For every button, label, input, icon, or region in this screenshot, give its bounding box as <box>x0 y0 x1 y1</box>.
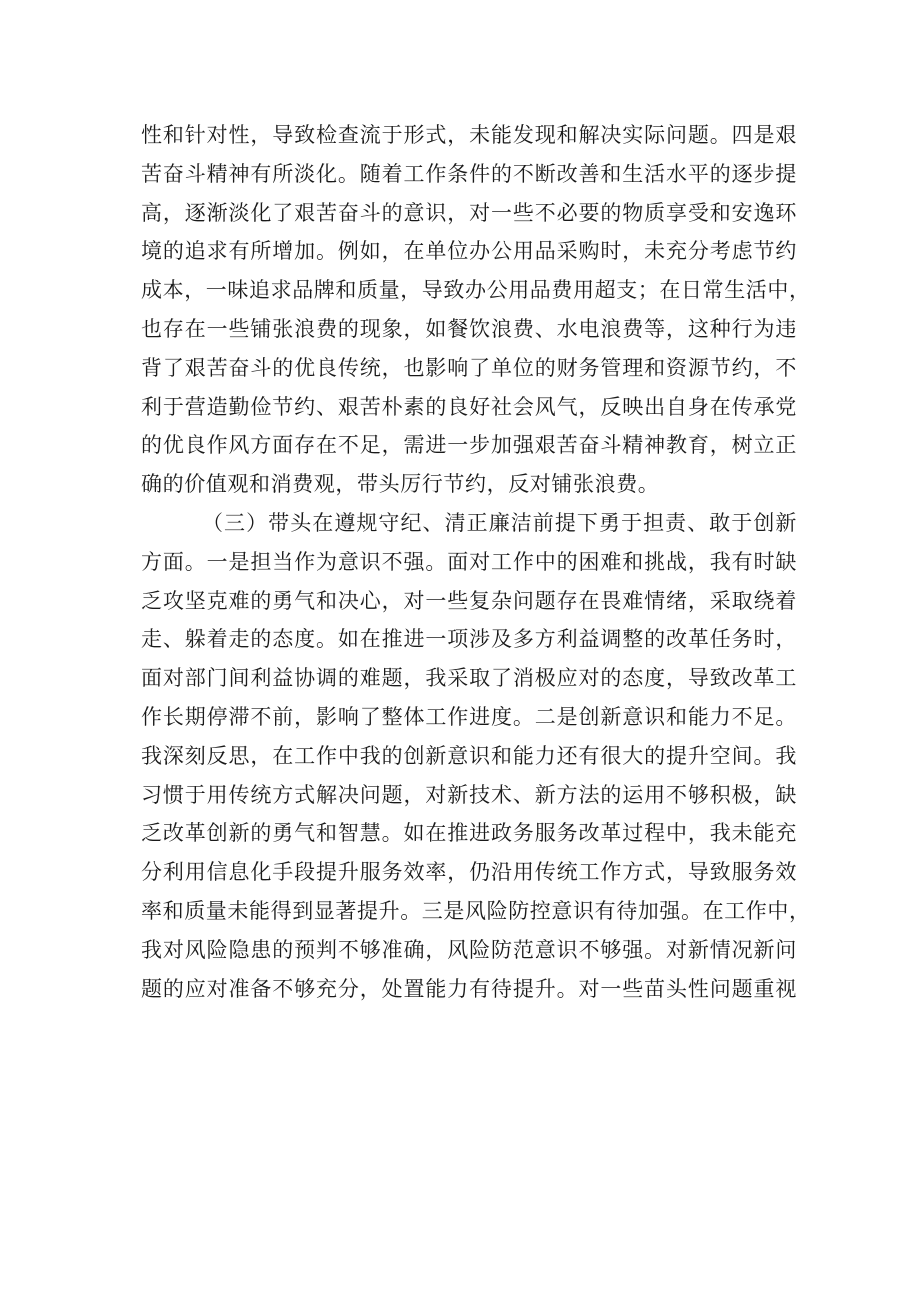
text-line: 境的追求有所增加。例如，在单位办公用品采购时，未充分考虑节约 <box>141 239 797 264</box>
text-line: 分利用信息化手段提升服务效率，仍沿用传统工作方式，导致服务效 <box>141 860 797 885</box>
text-line: 也存在一些铺张浪费的现象，如餐饮浪费、水电浪费等，这种行为违 <box>141 316 797 341</box>
text-line: 的优良作风方面存在不足，需进一步加强艰苦奋斗精神教育，树立正 <box>141 433 797 458</box>
text-line: 成本，一味追求品牌和质量，导致办公用品费用超支；在日常生活中， <box>141 278 811 303</box>
paragraph-continued <box>141 116 811 504</box>
text-line: 作长期停滞不前，影响了整体工作进度。二是创新意识和能力不足。 <box>141 704 797 729</box>
text-line: 利于营造勤俭节约、艰苦朴素的良好社会风气，反映出自身在传承党 <box>141 394 797 419</box>
section-heading-line: （三）带头在遵规守纪、清正廉洁前提下勇于担责、敢于创新 <box>202 511 797 535</box>
paragraph-section-three <box>141 504 811 1008</box>
text-line: 确的价值观和消费观，带头厉行节约，反对铺张浪费。 <box>141 472 660 497</box>
text-line: 习惯于用传统方式解决问题，对新技术、新方法的运用不够积极，缺 <box>141 782 797 807</box>
text-line: 我对风险隐患的预判不够准确，风险防范意识不够强。对新情况新问 <box>141 937 797 962</box>
text-line: 面对部门间利益协调的难题，我采取了消极应对的态度，导致改革工 <box>141 666 797 691</box>
text-line: 方面。一是担当作为意识不强。面对工作中的困难和挑战，我有时缺 <box>141 549 797 574</box>
text-line: 走、躲着走的态度。如在推进一项涉及多方利益调整的改革任务时， <box>141 627 797 652</box>
text-line: 率和质量未能得到显著提升。三是风险防控意识有待加强。在工作中， <box>141 898 811 923</box>
text-line: 背了艰苦奋斗的优良传统，也影响了单位的财务管理和资源节约，不 <box>141 355 797 380</box>
text-line: 乏攻坚克难的勇气和决心，对一些复杂问题存在畏难情绪，采取绕着 <box>141 588 797 613</box>
text-line: 我深刻反思，在工作中我的创新意识和能力还有很大的提升空间。我 <box>141 743 797 768</box>
text-line: 题的应对准备不够充分，处置能力有待提升。对一些苗头性问题重视 <box>141 976 797 1001</box>
text-line: 苦奋斗精神有所淡化。随着工作条件的不断改善和生活水平的逐步提 <box>141 161 797 186</box>
text-line: 高，逐渐淡化了艰苦奋斗的意识，对一些不必要的物质享受和安逸环 <box>141 200 797 225</box>
text-line: 乏改革创新的勇气和智慧。如在推进政务服务改革过程中，我未能充 <box>141 821 797 846</box>
text-line: 性和针对性，导致检查流于形式，未能发现和解决实际问题。四是艰 <box>141 123 797 147</box>
